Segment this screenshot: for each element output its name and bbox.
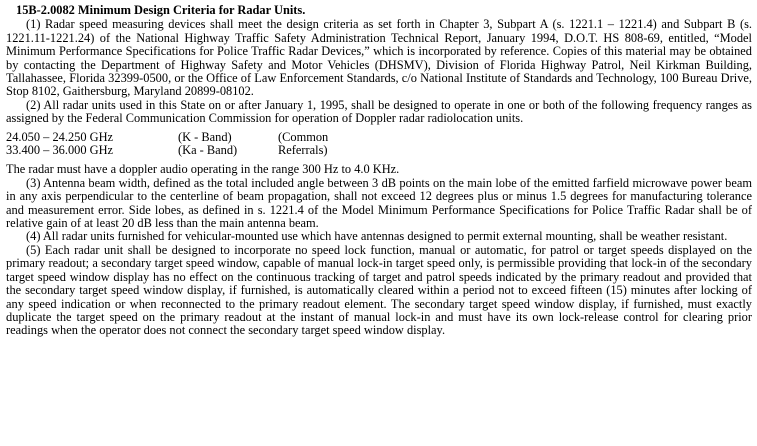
- paragraph-2: (2) All radar units used in this State on or after January 1, 1995, shall be designed to operate in one or both of the following frequency ranges as assigned by the Federal Communication Commission for operation of Doppler radar radiolocation units.: [6, 97, 752, 126]
- band-row: [6, 131, 752, 144]
- paragraph-3: (3) Antenna beam width, defined as the total included angle between 3 dB points on the main lobe of the emitted farfield microwave power beam in any axis perpendicular to the centerline of beam propagation, shall not exceed 12 degrees plus or minus 1.5 degrees for manufacturing tolerance and measurement error. Side lobes, as defined in s. 1221.4 of the Model Minimum Performance Specifications for Police Traffic Radar shall be of relative gain of at least 20 dB less than the main antenna beam.: [6, 175, 752, 231]
- frequency-band-table: [6, 131, 752, 158]
- band-row: [6, 144, 752, 157]
- paragraph-1: (1) Radar speed measuring devices shall meet the design criteria as set forth in Chapter 3, Subpart A (s. 1221.1 – 1221.4) and Subpart B (s. 1221.11-1221.24) of the National Highway Traffic Safety Administration Technical Report, January 1994, D.O.T. HS 808-69, entitled, “Model Minimum Performance Specifications for Police Traffic Radar Devices,” which is incorporated by reference. Copies of this material may be obtained by contacting the Department of Highway Safety and Motor Vehicles (DHSMV), Division of Florida Highway Patrol, Neil Kirkman Building, Tallahassee, Florida 32399-0500, or the Office of Law Enforcement Standards, c/o National Institute of Standards and Technology, 100 Bureau Drive, Stop 8102, Gaithersburg, Maryland 20899-08102.: [6, 17, 752, 99]
- rule-title: 15B-2.0082 Minimum Design Criteria for Radar Units.: [16, 3, 306, 17]
- band-note: Referrals): [278, 143, 328, 158]
- band-name: (K - Band): [178, 129, 232, 144]
- paragraph-5: (5) Each radar unit shall be designed to incorporate no speed lock function, manual or automatic, for patrol or target speeds displayed on the primary readout; a secondary target speed window, capable of manual lock-in target speed only, is permissible providing that lock-in of the secondary target speed window display has no effect on the continuous tracking of target and patrol speeds indicated by the primary readout and provided that the secondary target speed window display, if furnished, is automatically cleared within a period not to exceed fifteen (15) minutes after locking of any speed indication or when reconnected to the primary readout element. The secondary target speed window display, if furnished, must exactly duplicate the target speed on the primary readout at the instant of manual lock-in and must have its own lock-release control for clearing prior readings when the operator does not connect the secondary target speed window display.: [6, 242, 752, 338]
- paragraph-4: (4) All radar units furnished for vehicular-mounted use which have antennas designed to permit external mounting, shall be weather resistant.: [26, 229, 728, 244]
- doppler-audio-line: The radar must have a doppler audio operating in the range 300 Hz to 4.0 KHz.: [6, 162, 400, 177]
- band-frequency-range: 24.050 – 24.250 GHz: [6, 129, 114, 144]
- document-page: [6, 4, 752, 338]
- band-frequency-range: 33.400 – 36.000 GHz: [6, 143, 114, 158]
- band-name: (Ka - Band): [178, 143, 238, 158]
- band-note: (Common: [278, 129, 329, 144]
